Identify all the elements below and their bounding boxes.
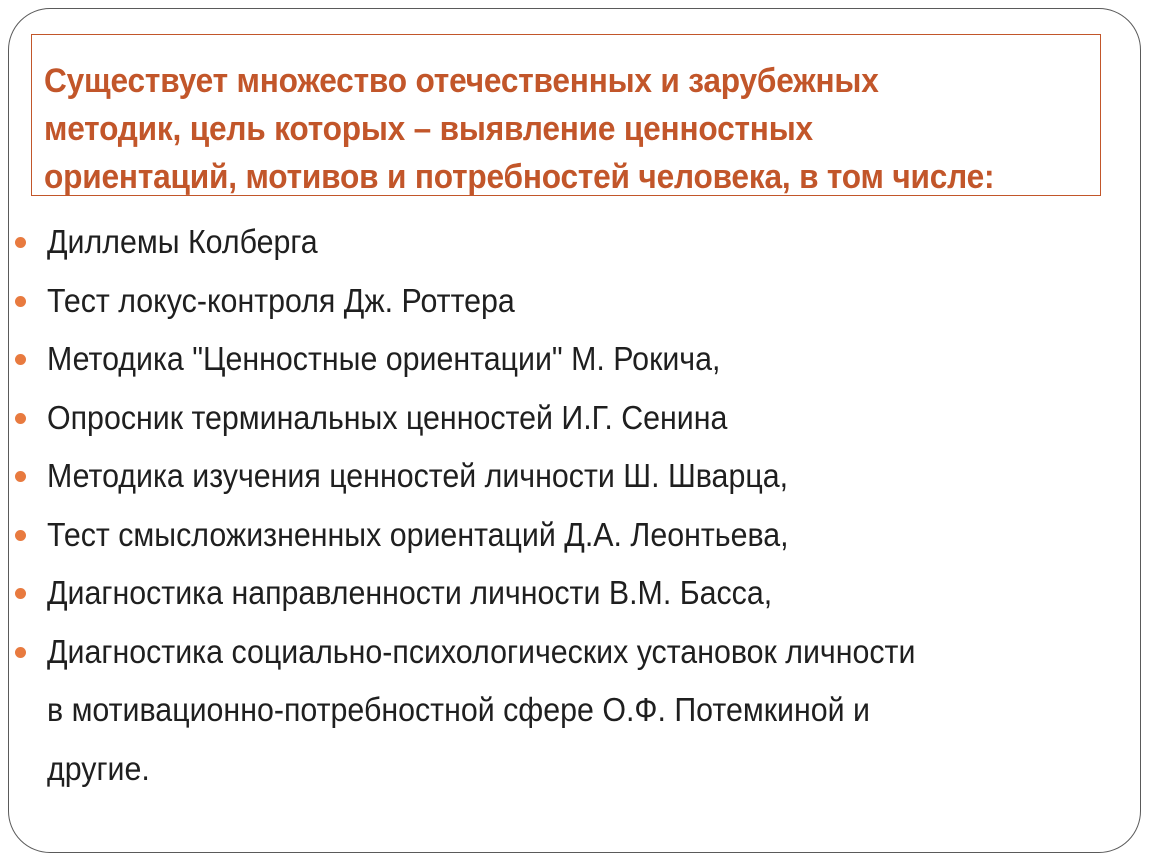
- list-item: [14, 389, 1124, 448]
- bullet-dot-icon: [15, 296, 26, 307]
- title-box: [31, 34, 1101, 196]
- list-item-text: Опросник терминальных ценностей И.Г. Сенина: [47, 398, 728, 436]
- list-item-line-2: в мотивационно-потребностной сфере О.Ф. Потемкиной и: [47, 691, 870, 728]
- bullet-dot-icon: [15, 471, 26, 482]
- list-item-text: Диллемы Колберга: [47, 223, 318, 260]
- bullet-dot-icon: [15, 354, 26, 365]
- list-item-text: Диагностика направленности личности В.М. Басса,: [47, 574, 773, 611]
- list-item-text: [47, 623, 1059, 799]
- bullet-dot-icon: [15, 588, 26, 599]
- list-item-text: Тест смысложизненных ориентаций Д.А. Леонтьева,: [47, 515, 789, 553]
- list-item: [14, 506, 1124, 565]
- slide-title: [44, 57, 1015, 201]
- list-item: [14, 564, 1124, 623]
- list-item-line-1: Диагностика социально-психологических установок личности: [47, 632, 916, 670]
- list-item: [14, 330, 1124, 389]
- list-item: [14, 272, 1124, 331]
- title-line-3: ориентаций, мотивов и потребностей человека, в том числе:: [44, 158, 995, 196]
- title-line-2: методик, цель которых – выявление ценностных: [44, 110, 813, 148]
- list-item: [14, 623, 1124, 799]
- bullet-dot-icon: [15, 413, 26, 424]
- bullet-dot-icon: [15, 647, 26, 658]
- bullet-list: [14, 213, 1124, 798]
- list-item-line-3: другие.: [47, 749, 150, 787]
- bullet-dot-icon: [15, 530, 26, 541]
- list-item-text: Тест локус-контроля Дж. Роттера: [47, 281, 515, 319]
- list-item-text: Методика изучения ценностей личности Ш. Шварца,: [47, 457, 789, 494]
- list-item-text: Методика "Ценностные ориентации" М. Рокича,: [47, 340, 721, 377]
- list-item: [14, 447, 1124, 506]
- title-line-1: Существует множество отечественных и зарубежных: [44, 62, 879, 100]
- list-item: [14, 213, 1124, 272]
- bullet-dot-icon: [15, 237, 26, 248]
